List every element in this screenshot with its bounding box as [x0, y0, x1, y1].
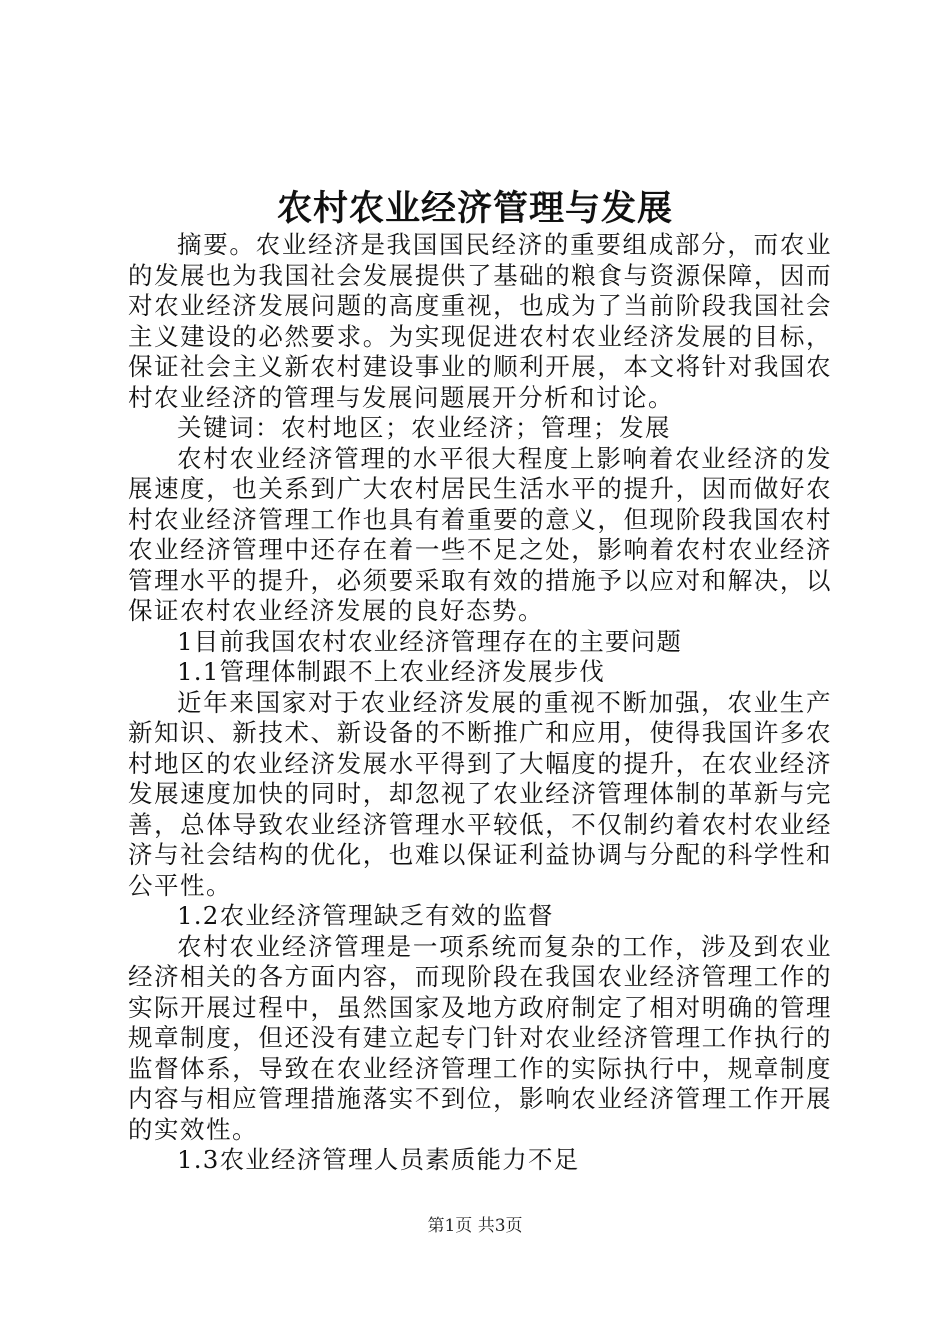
document-title: 农村农业经济管理与发展 — [276, 188, 673, 229]
keywords-line: 关键词：农村地区；农业经济；管理；发展 — [177, 413, 671, 442]
intro-paragraph: 农村农业经济管理的水平很大程度上影响着农业经济的发展速度，也关系到广大农村居民生活水平的提升，因而做好农村农业经济管理工作也具有着重要的意义，但现阶段我国农村农业经济管理中还存在着一些不足之处，影响着农村农业经济管理水平的提升，必须要采取有效的措施予以应对和解决，以保证农村农业经济发展的良好态势。 — [128, 443, 832, 625]
page-number-footer: 第1页 共3页 — [427, 1216, 523, 1236]
subsection-heading-1-3: 1.3农业经济管理人员素质能力不足 — [177, 1145, 580, 1174]
abstract-paragraph: 摘要。农业经济是我国国民经济的重要组成部分，而农业的发展也为我国社会发展提供了基础的粮食与资源保障，因而对农业经济发展问题的高度重视，也成为了当前阶段我国社会主义建设的必然要求。为实现促进农村农业经济发展的目标，保证社会主义新农村建设事业的顺利开展，本文将针对我国农村农业经济的管理与发展问题展开分析和讨论。 — [128, 230, 832, 412]
section-heading-1: 1目前我国农村农业经济管理存在的主要问题 — [177, 626, 683, 656]
body-paragraph: 农村农业经济管理是一项系统而复杂的工作，涉及到农业经济相关的各方面内容，而现阶段在我国农业经济管理工作的实际开展过程中，虽然国家及地方政府制定了相对明确的管理规章制度，但还没有建立起专门针对农业经济管理工作执行的监督体系，导致在农业经济管理工作的实际执行中，规章制度内容与相应管理措施落实不到位，影响农业经济管理工作开展的实效性。 — [128, 931, 832, 1144]
body-paragraph: 近年来国家对于农业经济发展的重视不断加强，农业生产新知识、新技术、新设备的不断推广和应用，使得我国许多农村地区的农业经济发展水平得到了大幅度的提升，在农业经济发展速度加快的同时，却忽视了农业经济管理体制的革新与完善，总体导致农业经济管理水平较低，不仅制约着农村农业经济与社会结构的优化，也难以保证利益协调与分配的科学性和公平性。 — [128, 687, 832, 900]
subsection-heading-1-2: 1.2农业经济管理缺乏有效的监督 — [177, 901, 554, 930]
document-body — [128, 230, 832, 1176]
subsection-heading-1-1: 1.1管理体制跟不上农业经济发展步伐 — [177, 657, 606, 686]
